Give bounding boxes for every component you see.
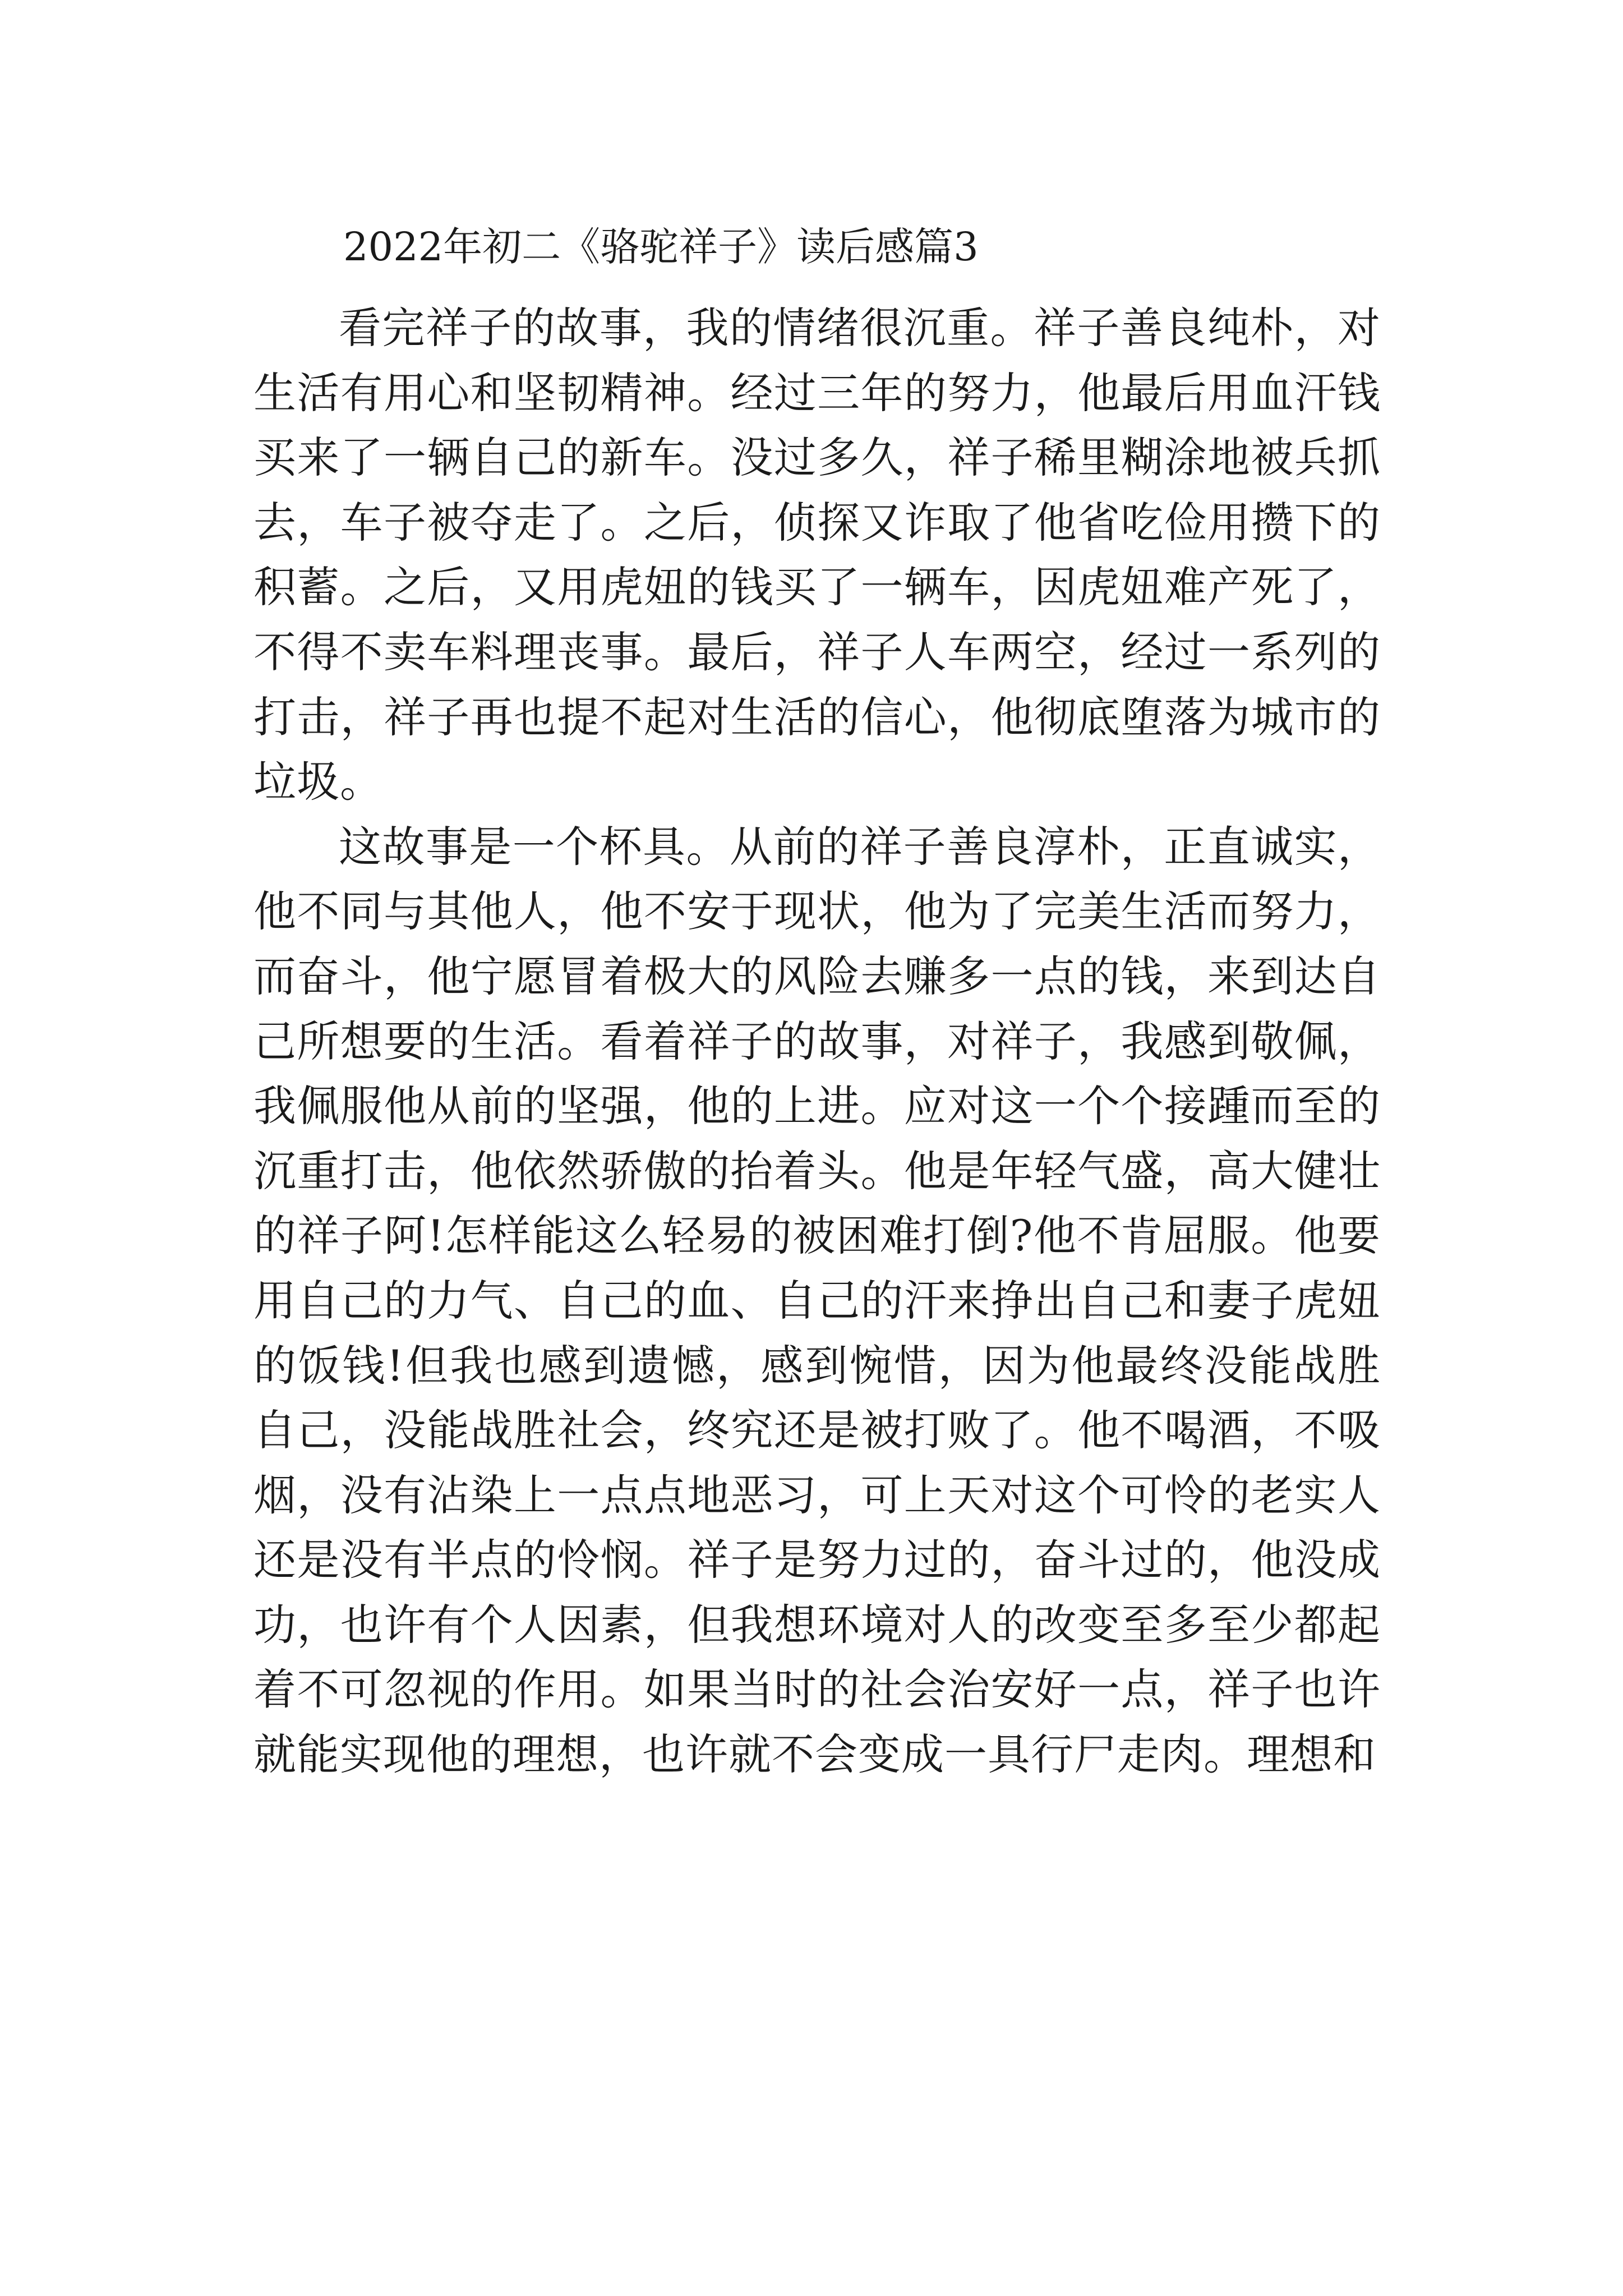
document-title: 2022年初二《骆驼祥子》读后感篇3: [343, 224, 979, 270]
paragraph-2: 这故事是一个杯具。从前的祥子善良淳朴，正直诚实，他不同与其他人，他不安于现状，他为了完美生活而努力，而奋斗，他宁愿冒着极大的风险去赚多一点的钱，来到达自己所想要的生活。看着祥子的故事，对祥子，我感到敬佩，我佩服他从前的坚强，他的上进。应对这一个个接踵而至的沉重打击，他依然骄傲的抬着头。他是年轻气盛，高大健壮的祥子阿!怎样能这么轻易的被困难打倒?他不肯屈服。他要用自己的力气、自己的血、自己的汗来挣出自己和妻子虎妞的饭钱!但我也感到遗憾，感到惋惜，因为他最终没能战胜自己，没能战胜社会，终究还是被打败了。他不喝酒，不吸烟，没有沾染上一点点地恶习，可上天对这个可怜的老实人还是没有半点的怜悯。祥子是努力过的，奋斗过的，他没成功，也许有个人因素，但我想环境对人的改变至多至少都起着不可忽视的作用。如果当时的社会治安好一点，祥子也许就能实现他的理想，也许就不会变成一具行尸走肉。理想和: [253, 821, 1381, 1780]
paragraph-1: 看完祥子的故事，我的情绪很沉重。祥子善良纯朴，对生活有用心和坚韧精神。经过三年的努力，他最后用血汗钱买来了一辆自己的新车。没过多久，祥子稀里糊涂地被兵抓去，车子被夺走了。之后，侦探又诈取了他省吃俭用攒下的积蓄。之后，又用虎妞的钱买了一辆车，因虎妞难产死了，不得不卖车料理丧事。最后，祥子人车两空，经过一系列的打击，祥子再也提不起对生活的信心，他彻底堕落为城市的垃圾。: [253, 303, 1381, 807]
document-body: [253, 216, 1381, 1787]
